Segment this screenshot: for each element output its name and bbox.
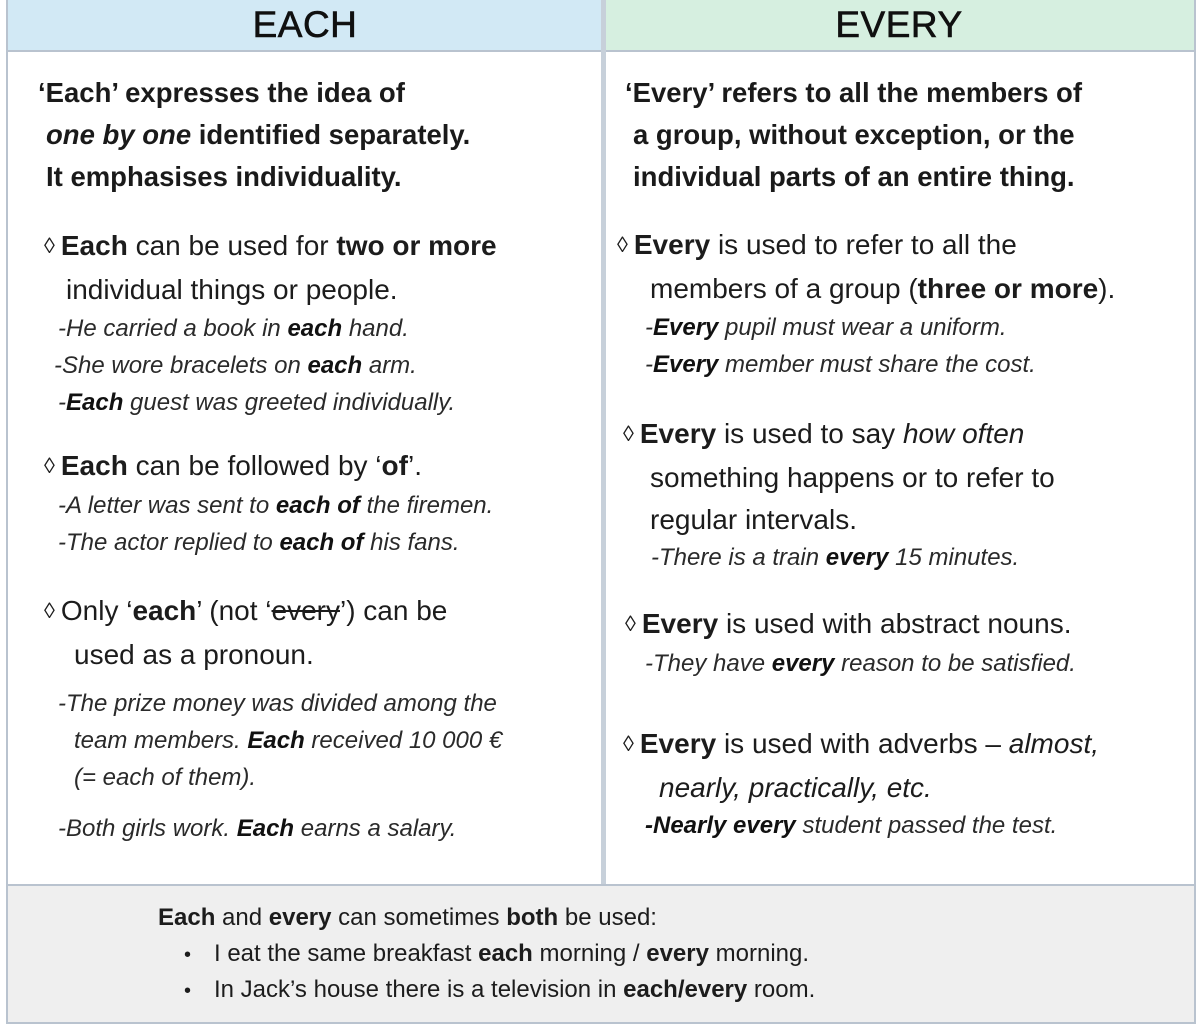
diamond-icon: ◊ [623, 731, 634, 756]
each-intro [38, 72, 470, 198]
every-rule-all-members: ◊ Every is used to refer to all the members of a group (three or more). [617, 229, 1116, 304]
every-rule2-examples: -There is a train every 15 minutes. [651, 544, 1020, 571]
each-rule-followed-by-of: ◊ Each can be followed by ‘of’. [44, 450, 422, 481]
each-rule2-examples: -A letter was sent to each of the firemen. -The actor replied to each of his fans. [58, 492, 494, 556]
diamond-icon: ◊ [623, 421, 634, 446]
each-header: EACH [8, 0, 602, 52]
each-rule3-example1: -The prize money was divided among the team members. Each received 10 000 € (= each of them). [58, 690, 503, 791]
footer-intro: Each and every can sometimes both be used: [158, 904, 657, 931]
every-rule-adverbs: ◊ Every is used with adverbs – almost, nearly, practically, etc. [623, 728, 1100, 803]
each-intro-line3: It emphasises individuality. [46, 161, 402, 192]
every-intro: ‘Every’ refers to all the members of a group, without exception, or the individual parts of an entire thing. [625, 77, 1082, 192]
each-rule-pronoun: ◊ Only ‘each’ (not ‘every’) can be used as a pronoun. [44, 595, 448, 670]
column-divider [601, 0, 606, 886]
bullet-icon: • [184, 980, 192, 1002]
diamond-icon: ◊ [44, 453, 55, 478]
every-rule-how-often: ◊ Every is used to say how often something happens or to refer to regular intervals. [623, 418, 1055, 535]
footer-bullet-television: • In Jack’s house there is a television in each/every room. [184, 974, 815, 1007]
every-rule-abstract-nouns: ◊ Every is used with abstract nouns. [625, 608, 1072, 639]
diamond-icon: ◊ [44, 233, 55, 258]
each-intro-line2: one by one identified separately. [46, 119, 471, 150]
both-usage-footer [8, 886, 1194, 1022]
diamond-icon: ◊ [625, 611, 636, 636]
each-rule-two-or-more: ◊ Each can be used for two or more individual things or people. [44, 230, 497, 305]
diamond-icon: ◊ [617, 232, 628, 257]
every-rule1-examples: -Every pupil must wear a uniform. -Every member must share the cost. [645, 314, 1036, 378]
every-rule4-examples: -Nearly every student passed the test. [645, 812, 1058, 839]
footer-bullet-breakfast: • I eat the same breakfast each morning / every morning. [184, 938, 809, 971]
each-rule3-example2: -Both girls work. Each earns a salary. [58, 815, 457, 842]
every-rule3-examples: -They have every reason to be satisfied. [645, 650, 1076, 677]
diamond-icon: ◊ [44, 598, 55, 623]
every-header: EVERY [604, 0, 1194, 52]
each-rule1-examples: -He carried a book in each hand. -She wore bracelets on each arm. -Each guest was greeted individually. [54, 315, 456, 416]
each-intro-line1: ‘Each’ expresses the idea of [38, 77, 405, 108]
bullet-icon: • [184, 944, 192, 966]
